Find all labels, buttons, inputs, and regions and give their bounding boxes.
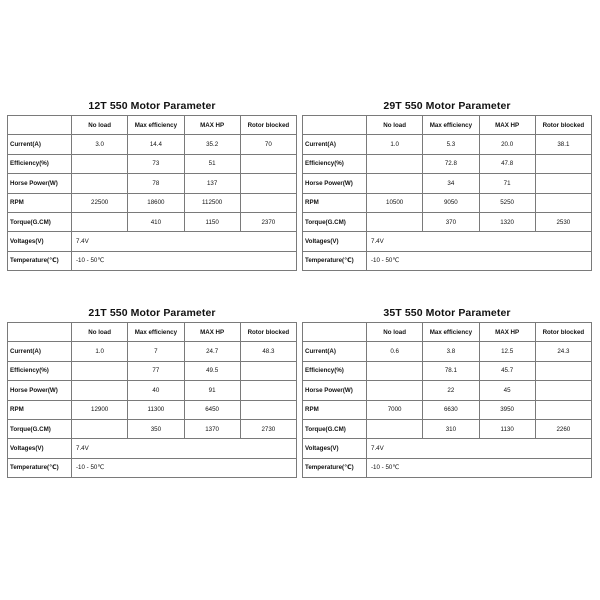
- cell: [240, 193, 296, 212]
- table-row: [303, 419, 592, 438]
- cell: [72, 361, 128, 380]
- row-label-voltage: Voltages(V): [303, 232, 367, 251]
- cell: [367, 174, 423, 193]
- cell: 49.5: [184, 361, 240, 380]
- row-label-horse-power: Horse Power(W): [8, 174, 72, 193]
- header-max-efficiency: Max efficiency: [128, 116, 184, 135]
- cell: 78: [128, 174, 184, 193]
- table-row: [303, 439, 592, 458]
- cell: [240, 174, 296, 193]
- cell: [535, 154, 591, 173]
- header-max-hp: MAX HP: [479, 116, 535, 135]
- cell: 2730: [240, 419, 296, 438]
- cell: 3950: [479, 400, 535, 419]
- row-label-temperature: Temperature(℃): [8, 458, 72, 477]
- cell: 3.8: [423, 342, 479, 361]
- table-row: [303, 400, 592, 419]
- header-row: [303, 116, 592, 135]
- row-label-torque: Torque(G.CM): [303, 419, 367, 438]
- cell: 1.0: [367, 135, 423, 154]
- parameter-table: [302, 115, 592, 271]
- row-label-temperature: Temperature(℃): [8, 251, 72, 270]
- cell: [535, 361, 591, 380]
- cell: 12900: [72, 400, 128, 419]
- table-row: [303, 458, 592, 477]
- cell: 9050: [423, 193, 479, 212]
- motor-parameter-panel-35t: [302, 304, 592, 478]
- cell: 20.0: [479, 135, 535, 154]
- header-max-hp: MAX HP: [479, 323, 535, 342]
- header-max-efficiency: Max efficiency: [423, 116, 479, 135]
- temperature-value: -10 - 50℃: [367, 458, 592, 477]
- row-label-current: Current(A): [303, 342, 367, 361]
- table-row: [8, 361, 297, 380]
- temperature-value: -10 - 50℃: [367, 251, 592, 270]
- cell: 45: [479, 381, 535, 400]
- cell: 22: [423, 381, 479, 400]
- table-row: [303, 232, 592, 251]
- cell: [72, 212, 128, 231]
- cell: 112500: [184, 193, 240, 212]
- header-row: [8, 116, 297, 135]
- cell: 12.5: [479, 342, 535, 361]
- cell: 310: [423, 419, 479, 438]
- header-rotor-blocked: Rotor blocked: [240, 323, 296, 342]
- row-label-efficiency: Efficiency(%): [303, 154, 367, 173]
- row-label-torque: Torque(G.CM): [303, 212, 367, 231]
- table-row: [303, 361, 592, 380]
- panel-title: 35T 550 Motor Parameter: [383, 307, 511, 319]
- cell: 410: [128, 212, 184, 231]
- header-max-efficiency: Max efficiency: [128, 323, 184, 342]
- parameter-table: [7, 322, 297, 478]
- table-row: [303, 342, 592, 361]
- cell: 48.3: [240, 342, 296, 361]
- parameter-table: [7, 115, 297, 271]
- cell: 24.7: [184, 342, 240, 361]
- cell: [535, 193, 591, 212]
- panel-title: 21T 550 Motor Parameter: [88, 307, 216, 319]
- table-row: [303, 135, 592, 154]
- cell: 7000: [367, 400, 423, 419]
- row-label-current: Current(A): [8, 135, 72, 154]
- row-label-horse-power: Horse Power(W): [303, 174, 367, 193]
- table-row: [8, 193, 297, 212]
- cell: [535, 400, 591, 419]
- cell: 0.6: [367, 342, 423, 361]
- table-row: [8, 381, 297, 400]
- cell: 1130: [479, 419, 535, 438]
- cell: 78.1: [423, 361, 479, 380]
- header-row: [303, 323, 592, 342]
- cell: 24.3: [535, 342, 591, 361]
- cell: 14.4: [128, 135, 184, 154]
- cell: 72.8: [423, 154, 479, 173]
- header-max-hp: MAX HP: [184, 323, 240, 342]
- cell: 35.2: [184, 135, 240, 154]
- table-row: [303, 251, 592, 270]
- corner-cell: [303, 116, 367, 135]
- parameter-table: [302, 322, 592, 478]
- voltage-value: 7.4V: [72, 232, 297, 251]
- motor-parameter-panel-29t: [302, 97, 592, 271]
- cell: 10500: [367, 193, 423, 212]
- cell: 5.3: [423, 135, 479, 154]
- row-label-efficiency: Efficiency(%): [8, 361, 72, 380]
- cell: 7: [128, 342, 184, 361]
- cell: 1150: [184, 212, 240, 231]
- cell: 45.7: [479, 361, 535, 380]
- cell: [367, 419, 423, 438]
- cell: [240, 381, 296, 400]
- row-label-efficiency: Efficiency(%): [303, 361, 367, 380]
- cell: 91: [184, 381, 240, 400]
- cell: 1320: [479, 212, 535, 231]
- table-row: [303, 174, 592, 193]
- table-row: [8, 154, 297, 173]
- table-row: [8, 212, 297, 231]
- row-label-horse-power: Horse Power(W): [8, 381, 72, 400]
- cell: 137: [184, 174, 240, 193]
- cell: 3.0: [72, 135, 128, 154]
- cell: 34: [423, 174, 479, 193]
- row-label-temperature: Temperature(℃): [303, 458, 367, 477]
- cell: [367, 381, 423, 400]
- header-rotor-blocked: Rotor blocked: [535, 116, 591, 135]
- cell: 47.8: [479, 154, 535, 173]
- cell: 1.0: [72, 342, 128, 361]
- cell: 11300: [128, 400, 184, 419]
- table-row: [8, 400, 297, 419]
- corner-cell: [303, 323, 367, 342]
- table-row: [303, 212, 592, 231]
- cell: 22500: [72, 193, 128, 212]
- table-row: [8, 458, 297, 477]
- table-row: [8, 135, 297, 154]
- cell: 18600: [128, 193, 184, 212]
- header-rotor-blocked: Rotor blocked: [240, 116, 296, 135]
- cell: [240, 400, 296, 419]
- cell: [72, 174, 128, 193]
- cell: 38.1: [535, 135, 591, 154]
- header-rotor-blocked: Rotor blocked: [535, 323, 591, 342]
- motor-parameter-panel-12t: [7, 97, 297, 271]
- row-label-current: Current(A): [8, 342, 72, 361]
- cell: [367, 212, 423, 231]
- temperature-value: -10 - 50℃: [72, 458, 297, 477]
- table-row: [8, 232, 297, 251]
- cell: [72, 381, 128, 400]
- table-row: [303, 193, 592, 212]
- table-row: [303, 381, 592, 400]
- table-row: [303, 154, 592, 173]
- cell: [72, 419, 128, 438]
- cell: 73: [128, 154, 184, 173]
- cell: 40: [128, 381, 184, 400]
- row-label-rpm: RPM: [8, 193, 72, 212]
- row-label-horse-power: Horse Power(W): [303, 381, 367, 400]
- cell: [535, 381, 591, 400]
- row-label-rpm: RPM: [8, 400, 72, 419]
- row-label-rpm: RPM: [303, 400, 367, 419]
- table-row: [8, 251, 297, 270]
- cell: 1370: [184, 419, 240, 438]
- row-label-voltage: Voltages(V): [8, 232, 72, 251]
- header-no-load: No load: [367, 116, 423, 135]
- row-label-temperature: Temperature(℃): [303, 251, 367, 270]
- table-row: [8, 342, 297, 361]
- row-label-current: Current(A): [303, 135, 367, 154]
- cell: 6630: [423, 400, 479, 419]
- cell: 77: [128, 361, 184, 380]
- corner-cell: [8, 116, 72, 135]
- table-row: [8, 419, 297, 438]
- cell: 2370: [240, 212, 296, 231]
- cell: 5250: [479, 193, 535, 212]
- cell: [367, 154, 423, 173]
- cell: 6450: [184, 400, 240, 419]
- temperature-value: -10 - 50℃: [72, 251, 297, 270]
- row-label-torque: Torque(G.CM): [8, 419, 72, 438]
- header-row: [8, 323, 297, 342]
- motor-parameter-panel-21t: [7, 304, 297, 478]
- row-label-voltage: Voltages(V): [303, 439, 367, 458]
- table-row: [8, 174, 297, 193]
- header-max-hp: MAX HP: [184, 116, 240, 135]
- header-no-load: No load: [72, 116, 128, 135]
- header-no-load: No load: [72, 323, 128, 342]
- panel-title: 12T 550 Motor Parameter: [88, 100, 216, 112]
- cell: 71: [479, 174, 535, 193]
- cell: [240, 361, 296, 380]
- corner-cell: [8, 323, 72, 342]
- panel-title: 29T 550 Motor Parameter: [383, 100, 511, 112]
- cell: [535, 174, 591, 193]
- cell: 51: [184, 154, 240, 173]
- row-label-torque: Torque(G.CM): [8, 212, 72, 231]
- header-max-efficiency: Max efficiency: [423, 323, 479, 342]
- cell: 350: [128, 419, 184, 438]
- cell: [72, 154, 128, 173]
- voltage-value: 7.4V: [367, 232, 592, 251]
- voltage-value: 7.4V: [367, 439, 592, 458]
- table-row: [8, 439, 297, 458]
- cell: [240, 154, 296, 173]
- cell: 2260: [535, 419, 591, 438]
- row-label-rpm: RPM: [303, 193, 367, 212]
- cell: 70: [240, 135, 296, 154]
- cell: 2530: [535, 212, 591, 231]
- header-no-load: No load: [367, 323, 423, 342]
- row-label-efficiency: Efficiency(%): [8, 154, 72, 173]
- row-label-voltage: Voltages(V): [8, 439, 72, 458]
- cell: 370: [423, 212, 479, 231]
- cell: [367, 361, 423, 380]
- voltage-value: 7.4V: [72, 439, 297, 458]
